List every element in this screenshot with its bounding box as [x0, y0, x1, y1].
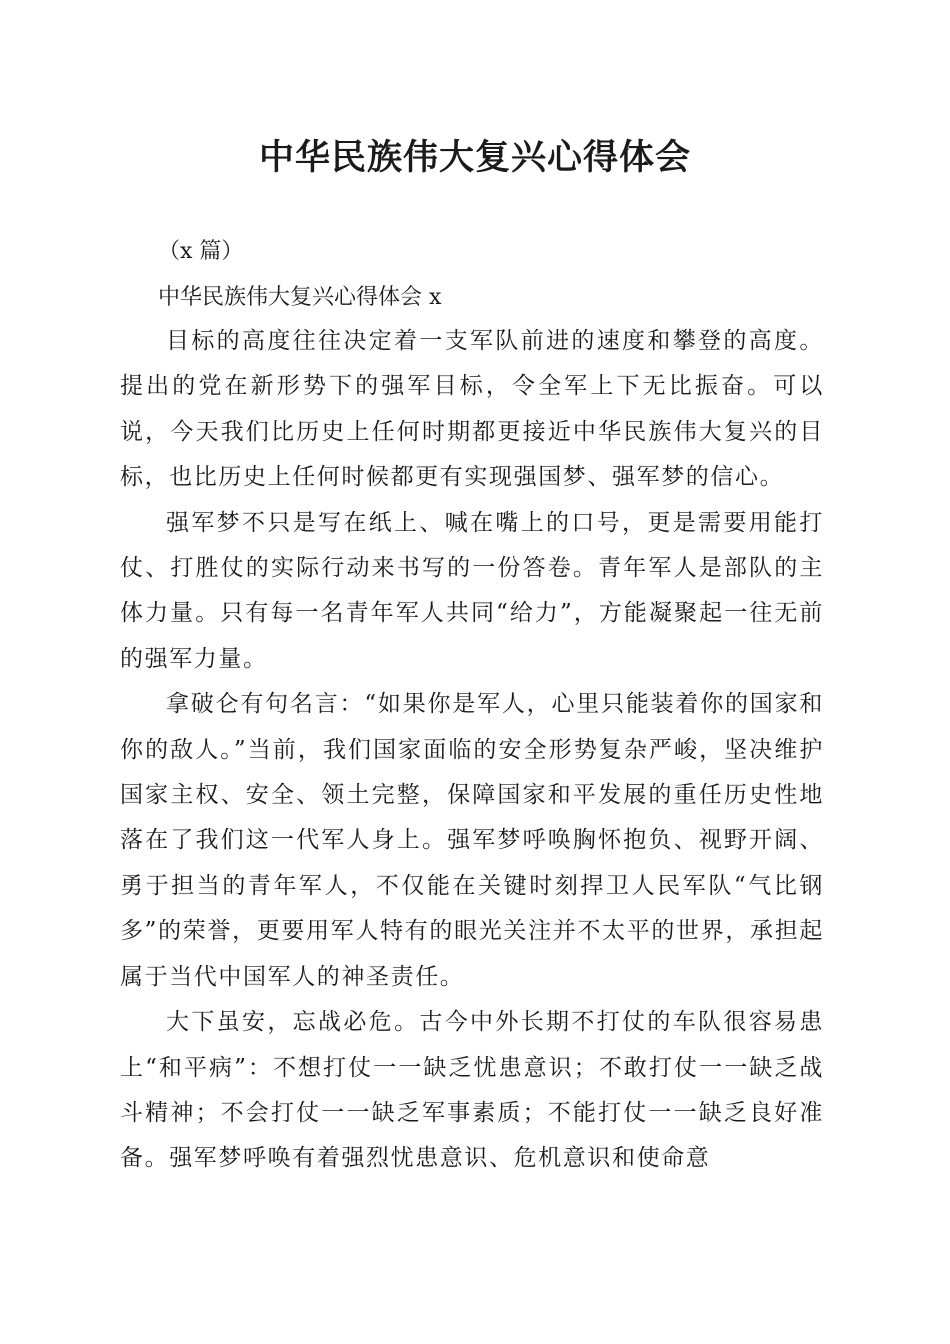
paragraph: 目标的高度往往决定着一支军队前进的速度和攀登的高度。提出的党在新形势下的强军目标，令全军上下无比振奋。可以说，今天我们比历史上任何时期都更接近中华民族伟大复兴的目标，也比历史上任何时候都更有实现强国梦、强军梦的信心。: [120, 328, 824, 491]
paragraph: 强军梦不只是写在纸上、喊在嘴上的口号，更是需要用能打仗、打胜仗的实际行动来书写的一份答卷。青年军人是部队的主体力量。只有每一名青年军人共同“给力”，方能凝聚起一往无前的强军力量。: [120, 509, 824, 672]
section-heading: 中华民族伟大复兴心得体会 x: [158, 285, 442, 310]
paragraph: 大下虽安，忘战必危。古今中外长期不打仗的车队很容易患上“和平病”：不想打仗一一缺乏忧患意识；不敢打仗一一缺乏战斗精神；不会打仗一一缺乏军事素质；不能打仗一一缺乏良好准备。强军梦呼唤有着强烈忧患意识、危机意识和使命意: [120, 1009, 824, 1172]
document-body: [120, 319, 824, 1182]
document-title: 中华民族伟大复兴心得体会: [258, 137, 691, 178]
paragraph: 拿破仑有句名言：“如果你是军人，心里只能装着你的国家和你的敌人。”当前，我们国家面临的安全形势复杂严峻，坚决维护国家主权、安全、领土完整，保障国家和平发展的重任历史性地落在了我们这一代军人身上。强军梦呼唤胸怀抱负、视野开阔、勇于担当的青年军人，不仅能在关键时刻捍卫人民军队“气比钢多”的荣誉，更要用军人特有的眼光关注并不太平的世界，承担起属于当代中国军人的神圣责任。: [120, 691, 824, 990]
document-subtitle: （x 篇）: [158, 239, 244, 264]
